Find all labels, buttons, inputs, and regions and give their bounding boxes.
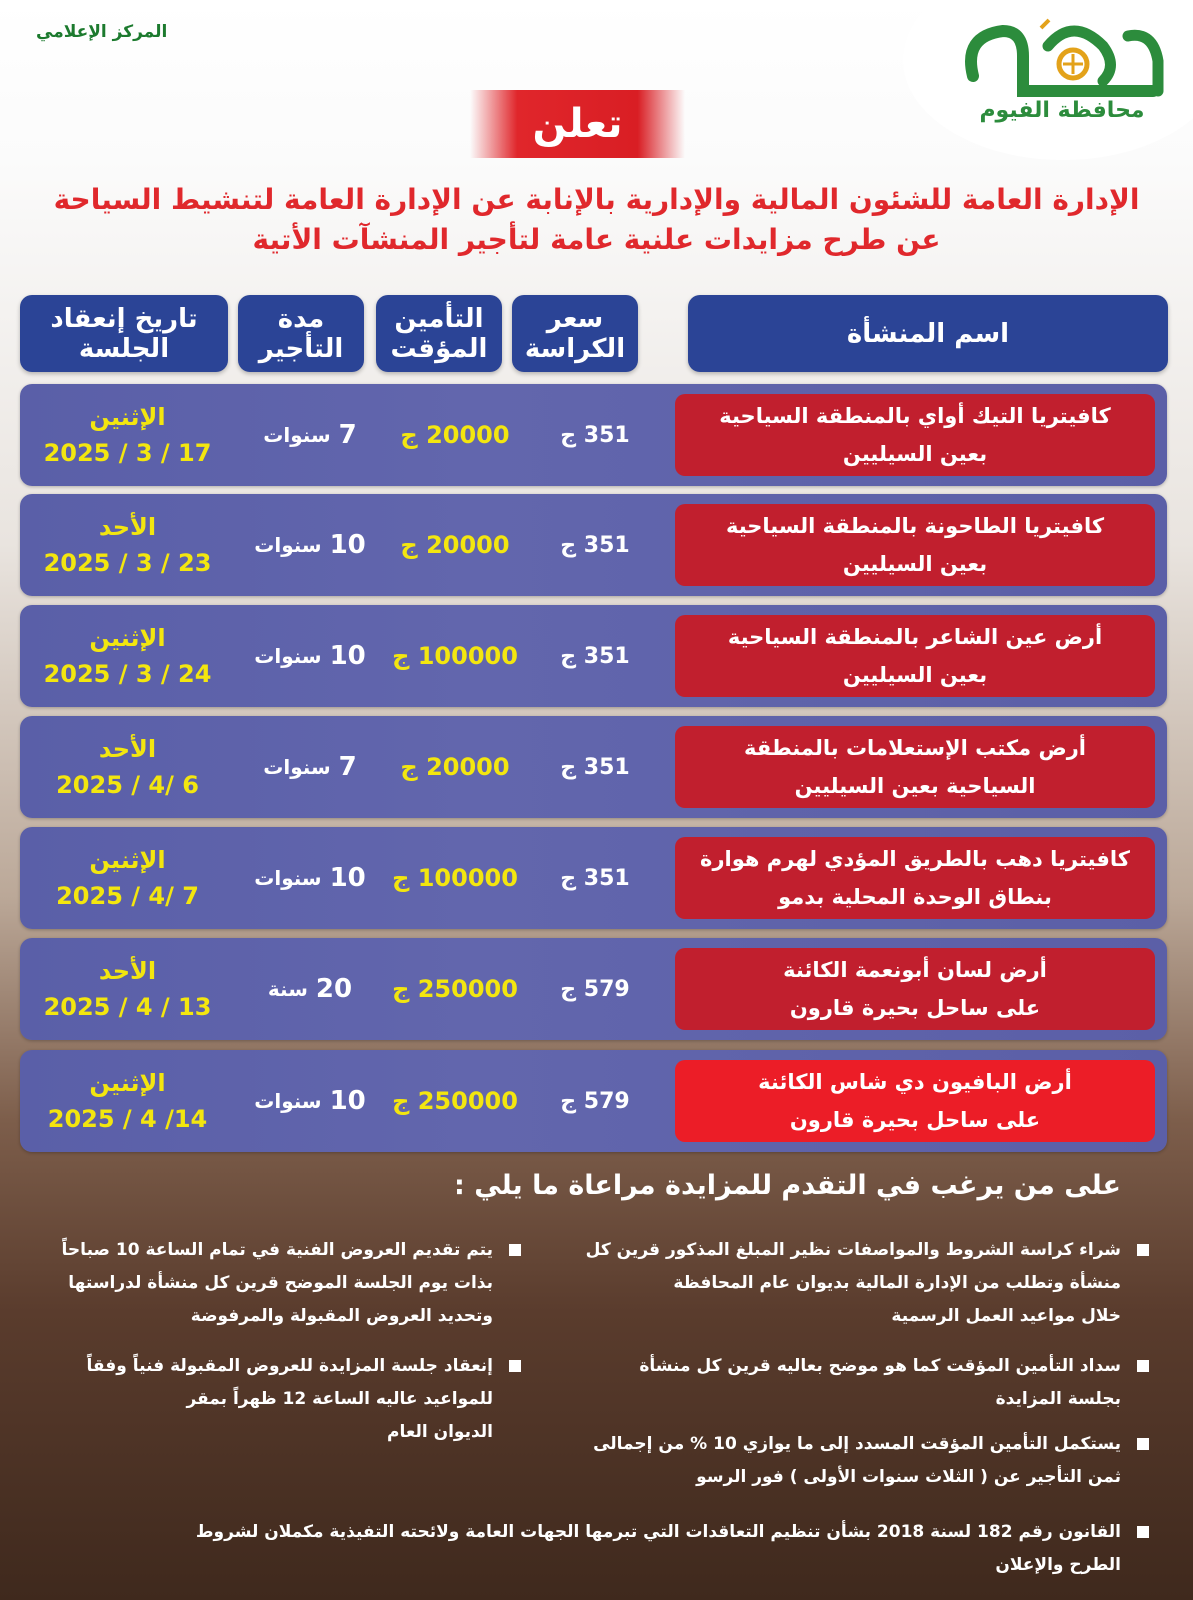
banner-label: تعلن (532, 101, 623, 147)
headline-line-1: الإدارة العامة للشئون المالية والإدارية بالإنابة عن الإدارة العامة لتنشيط السياحة (53, 183, 1140, 216)
lease-duration: 10 سنوات (254, 641, 366, 671)
headline-line-2: عن طرح مزايدات علنية عامة لتأجير المنشآت الأتية (252, 223, 941, 256)
booklet-price: 351 ج (560, 754, 630, 780)
session-date: الإثنين 24 / 3 / 2025 (43, 624, 212, 688)
deposit-amount: 20000 ج (400, 753, 510, 781)
lease-duration: 10 سنوات (254, 530, 366, 560)
lease-duration: 20 سنة (267, 974, 353, 1004)
booklet-price: 579 ج (560, 1088, 630, 1114)
session-date: الإثنين 7 /4 / 2025 (56, 846, 199, 910)
bullet-icon (509, 1244, 521, 1256)
table-row (20, 494, 1167, 596)
facility-name: كافيتريا دهب بالطريق المؤدي لهرم هوارة بنطاق الوحدة المحلية بدمو (675, 837, 1155, 919)
table-row (20, 827, 1167, 929)
booklet-price: 351 ج (560, 422, 630, 448)
condition-item: يستكمل التأمين المؤقت المسدد إلى ما يوازي 10 % من إجمالى ثمن التأجير عن ( الثلاث سنوات الأولى ) فور الرسو (601, 1428, 1121, 1494)
table-row (20, 938, 1167, 1040)
facility-name: كافيتريا التيك أواي بالمنطقة السياحية بعين السيليين (675, 394, 1155, 476)
bullet-icon (1137, 1244, 1149, 1256)
condition-item: إنعقاد جلسة المزايدة للعروض المقبولة فنياً وفقاً للمواعيد عاليه الساعة 12 ظهراً بمقر الديوان العام (13, 1350, 493, 1449)
headline (20, 180, 1173, 260)
condition-item: شراء كراسة الشروط والمواصفات نظير المبلغ المذكور قرين كل منشأة وتطلب من الإدارة المالية بديوان عام المحافظة خلال مواعيد العمل الرسمية (601, 1234, 1121, 1333)
table-row (20, 384, 1167, 486)
booklet-price: 351 ج (560, 865, 630, 891)
deposit-amount: 20000 ج (400, 531, 510, 559)
header-facility: اسم المنشأة (688, 295, 1168, 372)
deposit-amount: 100000 ج (392, 864, 518, 892)
condition-item: يتم تقديم العروض الفنية في تمام الساعة 10 صباحاً بذات يوم الجلسة الموضح قرين كل منشأة لدراستها وتحديد العروض المقبولة والمرفوضة (13, 1234, 493, 1333)
session-date: الأحد 23 / 3 / 2025 (43, 513, 212, 577)
facility-name: أرض عين الشاعر بالمنطقة السياحية بعين السيليين (675, 615, 1155, 697)
lease-duration: 7 سنوات (263, 752, 357, 782)
session-date: الإثنين 14/ 4 / 2025 (47, 1069, 208, 1133)
booklet-price: 579 ج (560, 976, 630, 1002)
bullet-icon (509, 1360, 521, 1372)
table-row (20, 716, 1167, 818)
deposit-amount: 100000 ج (392, 642, 518, 670)
session-date: الأحد 6 /4 / 2025 (56, 735, 199, 799)
condition-item: سداد التأمين المؤقت كما هو موضح بعاليه قرين كل منشأة بجلسة المزايدة (601, 1350, 1121, 1416)
header-deposit: التأمين المؤقت (376, 295, 502, 372)
facility-name: أرض لسان أبونعمة الكائنة على ساحل بحيرة قارون (675, 948, 1155, 1030)
deposit-amount: 250000 ج (392, 1087, 518, 1115)
logo-subtitle: محافظة الفيوم (979, 98, 1145, 123)
session-date: الأحد 13 / 4 / 2025 (43, 957, 212, 1021)
deposit-amount: 250000 ج (392, 975, 518, 1003)
bullet-icon (1137, 1360, 1149, 1372)
conditions-title: على من يرغب في التقدم للمزايدة مراعاة ما يلي : (454, 1170, 1121, 1201)
condition-item: القانون رقم 182 لسنة 2018 بشأن تنظيم التعاقدات التي تبرمها الجهات العامة ولائحته التفيذية مكملان لشروط الطرح والإعلان (121, 1516, 1121, 1582)
facility-name: أرض مكتب الإستعلامات بالمنطقة السياحية بعين السيليين (675, 726, 1155, 808)
header-session-date: تاريخ إنعقاد الجلسة (20, 295, 228, 372)
announcement-banner (470, 90, 685, 158)
session-date: الإثنين 17 / 3 / 2025 (43, 403, 212, 467)
header-duration: مدة التأجير (238, 295, 364, 372)
facility-name: أرض البافيون دي شاس الكائنة على ساحل بحيرة قارون (675, 1060, 1155, 1142)
booklet-price: 351 ج (560, 532, 630, 558)
bullet-icon (1137, 1438, 1149, 1450)
bullet-icon (1137, 1526, 1149, 1538)
lease-duration: 10 سنوات (254, 863, 366, 893)
booklet-price: 351 ج (560, 643, 630, 669)
header-price: سعر الكراسة (512, 295, 638, 372)
deposit-amount: 20000 ج (400, 421, 510, 449)
lease-duration: 7 سنوات (263, 420, 357, 450)
lease-duration: 10 سنوات (254, 1086, 366, 1116)
table-row (20, 605, 1167, 707)
facility-name: كافيتريا الطاحونة بالمنطقة السياحية بعين السيليين (675, 504, 1155, 586)
table-row (20, 1050, 1167, 1152)
media-center-label: المركز الإعلامي (36, 22, 168, 42)
